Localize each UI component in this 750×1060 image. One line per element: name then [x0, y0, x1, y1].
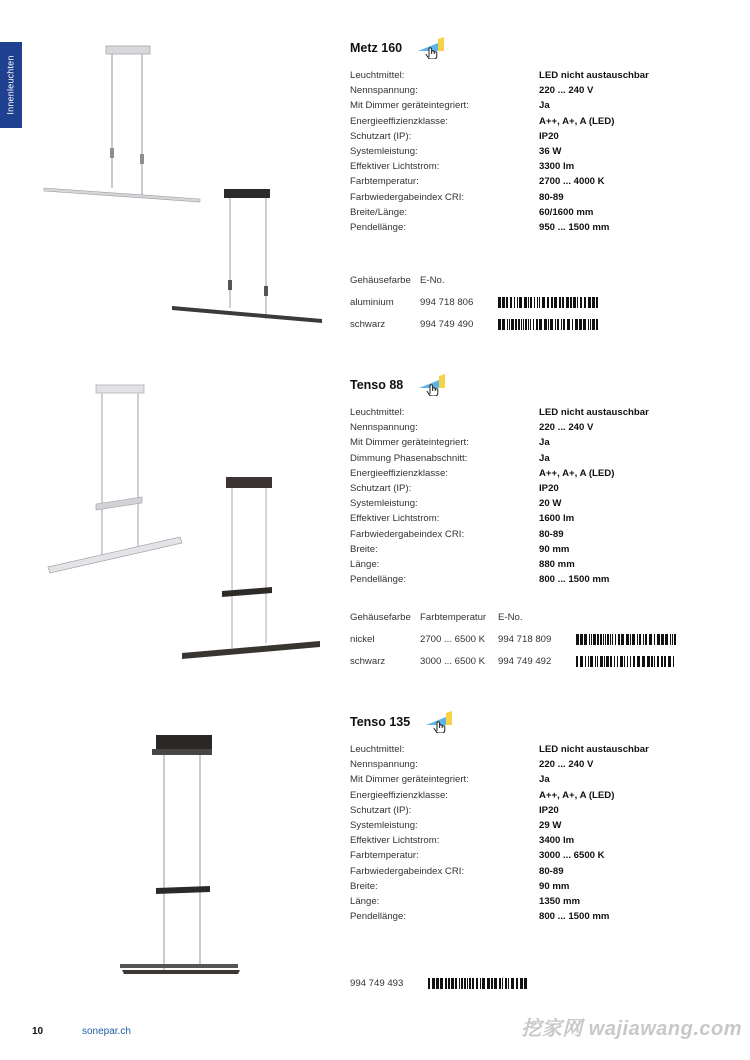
header-eno: E-No. — [498, 612, 523, 623]
order-eno: 994 749 493 — [350, 978, 404, 990]
barcode-icon — [576, 656, 676, 667]
spec-value: 36 W — [539, 145, 562, 157]
spec-key: Farbwiedergabeindex CRI: — [350, 865, 465, 877]
spec-value: 90 mm — [539, 880, 570, 892]
spec-row — [350, 864, 730, 879]
spec-row — [350, 83, 730, 98]
spec-key: Pendellänge: — [350, 574, 407, 586]
order-farbe: schwarz — [350, 318, 386, 330]
order-row — [350, 629, 676, 651]
page-number: 10 — [32, 1026, 44, 1037]
barcode-icon — [576, 634, 676, 645]
spec-value: IP20 — [539, 130, 559, 142]
spec-value: LED nicht austauschbar — [539, 744, 649, 755]
spec-row — [350, 742, 730, 757]
website-link[interactable]: sonepar.ch — [82, 1026, 131, 1037]
spec-row — [350, 848, 730, 863]
spec-key: Leuchtmittel: — [350, 407, 405, 418]
dimmer-hand-icon — [417, 374, 447, 396]
spec-value: 220 ... 240 V — [539, 85, 594, 97]
spec-key: Farbwiedergabeindex CRI: — [350, 528, 465, 540]
spec-key: Länge: — [350, 558, 380, 570]
order-header — [350, 611, 676, 625]
product-image-metz-160 — [40, 36, 330, 331]
order-header — [350, 274, 598, 288]
order-row — [350, 314, 598, 336]
barcode-icon — [428, 978, 528, 989]
dimmer-hand-icon — [424, 711, 454, 733]
spec-row — [350, 451, 730, 466]
spec-key: Farbwiedergabeindex CRI: — [350, 191, 465, 203]
spec-row — [350, 420, 730, 435]
header-farbtemperatur: Farbtemperatur — [420, 612, 487, 623]
spec-value: Ja — [539, 774, 550, 786]
spec-value: 950 ... 1500 mm — [539, 221, 610, 233]
spec-value: IP20 — [539, 804, 559, 816]
spec-row — [350, 220, 730, 235]
spec-key: Energieeffizienzklasse: — [350, 467, 448, 479]
spec-row — [350, 511, 730, 526]
spec-key: Schutzart (IP): — [350, 482, 412, 494]
spec-row — [350, 757, 730, 772]
spec-row — [350, 772, 730, 787]
spec-value: A++, A+, A (LED) — [539, 467, 615, 479]
order-table — [350, 274, 598, 335]
spec-value: 80-89 — [539, 865, 564, 877]
order-farbe: schwarz — [350, 655, 386, 667]
spec-key: Nennspannung: — [350, 422, 418, 434]
product-info — [350, 710, 730, 924]
spec-key: Breite: — [350, 880, 378, 892]
spec-key: Pendellänge: — [350, 221, 407, 233]
spec-list — [350, 405, 730, 587]
spec-row — [350, 833, 730, 848]
spec-value: Ja — [539, 452, 550, 464]
spec-key: Länge: — [350, 895, 380, 907]
order-farbe: nickel — [350, 634, 375, 646]
spec-value: 3000 ... 6500 K — [539, 850, 605, 862]
spec-value: 880 mm — [539, 558, 575, 570]
page-footer — [32, 1026, 131, 1037]
order-eno: 994 718 806 — [420, 297, 474, 309]
spec-row — [350, 803, 730, 818]
category-tab — [0, 42, 22, 128]
spec-value: 2700 ... 4000 K — [539, 176, 605, 188]
spec-row — [350, 144, 730, 159]
order-eno: 994 749 492 — [498, 655, 552, 667]
spec-key: Energieeffizienzklasse: — [350, 789, 448, 801]
spec-key: Mit Dimmer geräteintegriert: — [350, 100, 469, 112]
order-eno: 994 749 490 — [420, 318, 474, 330]
spec-row — [350, 205, 730, 220]
spec-key: Leuchtmittel: — [350, 70, 405, 81]
spec-row — [350, 481, 730, 496]
spec-row — [350, 98, 730, 113]
product-title-row — [350, 373, 730, 397]
spec-key: Nennspannung: — [350, 759, 418, 771]
spec-row — [350, 818, 730, 833]
spec-key: Systemleistung: — [350, 819, 418, 831]
spec-value: 3300 lm — [539, 161, 575, 173]
spec-value: 220 ... 240 V — [539, 422, 594, 434]
spec-row — [350, 572, 730, 587]
spec-key: Leuchtmittel: — [350, 744, 405, 755]
spec-row — [350, 909, 730, 924]
spec-row — [350, 527, 730, 542]
order-farbtemperatur: 2700 ... 6500 K — [420, 634, 486, 646]
order-row — [350, 973, 528, 995]
order-row — [350, 651, 676, 673]
spec-value: IP20 — [539, 482, 559, 494]
spec-key: Dimmung Phasenabschnitt: — [350, 452, 468, 464]
spec-list — [350, 68, 730, 235]
header-eno: E-No. — [420, 275, 445, 286]
spec-key: Schutzart (IP): — [350, 130, 412, 142]
spec-row — [350, 435, 730, 450]
spec-value: 220 ... 240 V — [539, 759, 594, 771]
spec-value: A++, A+, A (LED) — [539, 789, 615, 801]
order-row — [350, 292, 598, 314]
spec-key: Farbtemperatur: — [350, 850, 419, 862]
barcode-icon — [498, 297, 598, 308]
spec-row — [350, 466, 730, 481]
order-farbtemperatur: 3000 ... 6500 K — [420, 655, 486, 667]
spec-value: LED nicht austauschbar — [539, 407, 649, 418]
spec-key: Mit Dimmer geräteintegriert: — [350, 437, 469, 449]
spec-value: 60/1600 mm — [539, 206, 594, 218]
spec-row — [350, 129, 730, 144]
spec-value: 800 ... 1500 mm — [539, 574, 610, 586]
product-title: Tenso 135 — [350, 715, 411, 729]
product-info — [350, 373, 730, 587]
spec-row — [350, 542, 730, 557]
header-gehaeusefarbe: Gehäusefarbe — [350, 275, 411, 286]
spec-row — [350, 190, 730, 205]
spec-row — [350, 114, 730, 129]
spec-key: Effektiver Lichtstrom: — [350, 161, 440, 173]
order-farbe: aluminium — [350, 297, 394, 309]
spec-key: Schutzart (IP): — [350, 804, 412, 816]
spec-key: Mit Dimmer geräteintegriert: — [350, 774, 469, 786]
spec-value: 80-89 — [539, 191, 564, 203]
spec-key: Farbtemperatur: — [350, 176, 419, 188]
spec-value: Ja — [539, 437, 550, 449]
order-table — [350, 611, 676, 672]
header-gehaeusefarbe: Gehäusefarbe — [350, 612, 411, 623]
spec-value: 1600 lm — [539, 513, 575, 525]
spec-value: 90 mm — [539, 543, 570, 555]
spec-key: Systemleistung: — [350, 145, 418, 157]
product-title-row — [350, 36, 730, 60]
spec-key: Effektiver Lichtstrom: — [350, 513, 440, 525]
barcode-icon — [498, 319, 598, 330]
order-eno: 994 718 809 — [498, 634, 552, 646]
spec-row — [350, 879, 730, 894]
spec-key: Energieeffizienzklasse: — [350, 115, 448, 127]
spec-row — [350, 405, 730, 420]
product-image-tenso-88 — [40, 373, 330, 668]
spec-row — [350, 894, 730, 909]
spec-row — [350, 496, 730, 511]
spec-row — [350, 557, 730, 572]
spec-value: 800 ... 1500 mm — [539, 911, 610, 923]
product-image-tenso-135 — [40, 710, 330, 990]
watermark: 挖家网 wajiawang.com — [521, 1018, 742, 1040]
spec-value: 20 W — [539, 498, 562, 510]
spec-key: Pendellänge: — [350, 911, 407, 923]
dimmer-hand-icon — [416, 37, 446, 59]
spec-value: 29 W — [539, 819, 562, 831]
product-title-row — [350, 710, 730, 734]
spec-key: Systemleistung: — [350, 498, 418, 510]
category-tab-label: Innenleuchten — [6, 55, 16, 115]
spec-value: LED nicht austauschbar — [539, 70, 649, 81]
spec-key: Nennspannung: — [350, 85, 418, 97]
spec-value: 80-89 — [539, 528, 564, 540]
spec-value: 3400 lm — [539, 835, 575, 847]
product-info — [350, 36, 730, 235]
spec-row — [350, 68, 730, 83]
spec-row — [350, 174, 730, 189]
spec-value: Ja — [539, 100, 550, 112]
spec-key: Breite: — [350, 543, 378, 555]
spec-value: A++, A+, A (LED) — [539, 115, 615, 127]
spec-key: Effektiver Lichtstrom: — [350, 835, 440, 847]
order-table — [350, 973, 528, 995]
spec-list — [350, 742, 730, 924]
spec-row — [350, 788, 730, 803]
spec-row — [350, 159, 730, 174]
spec-value: 1350 mm — [539, 895, 581, 907]
product-title: Tenso 88 — [350, 378, 404, 392]
product-title: Metz 160 — [350, 41, 403, 55]
spec-key: Breite/Länge: — [350, 206, 408, 218]
